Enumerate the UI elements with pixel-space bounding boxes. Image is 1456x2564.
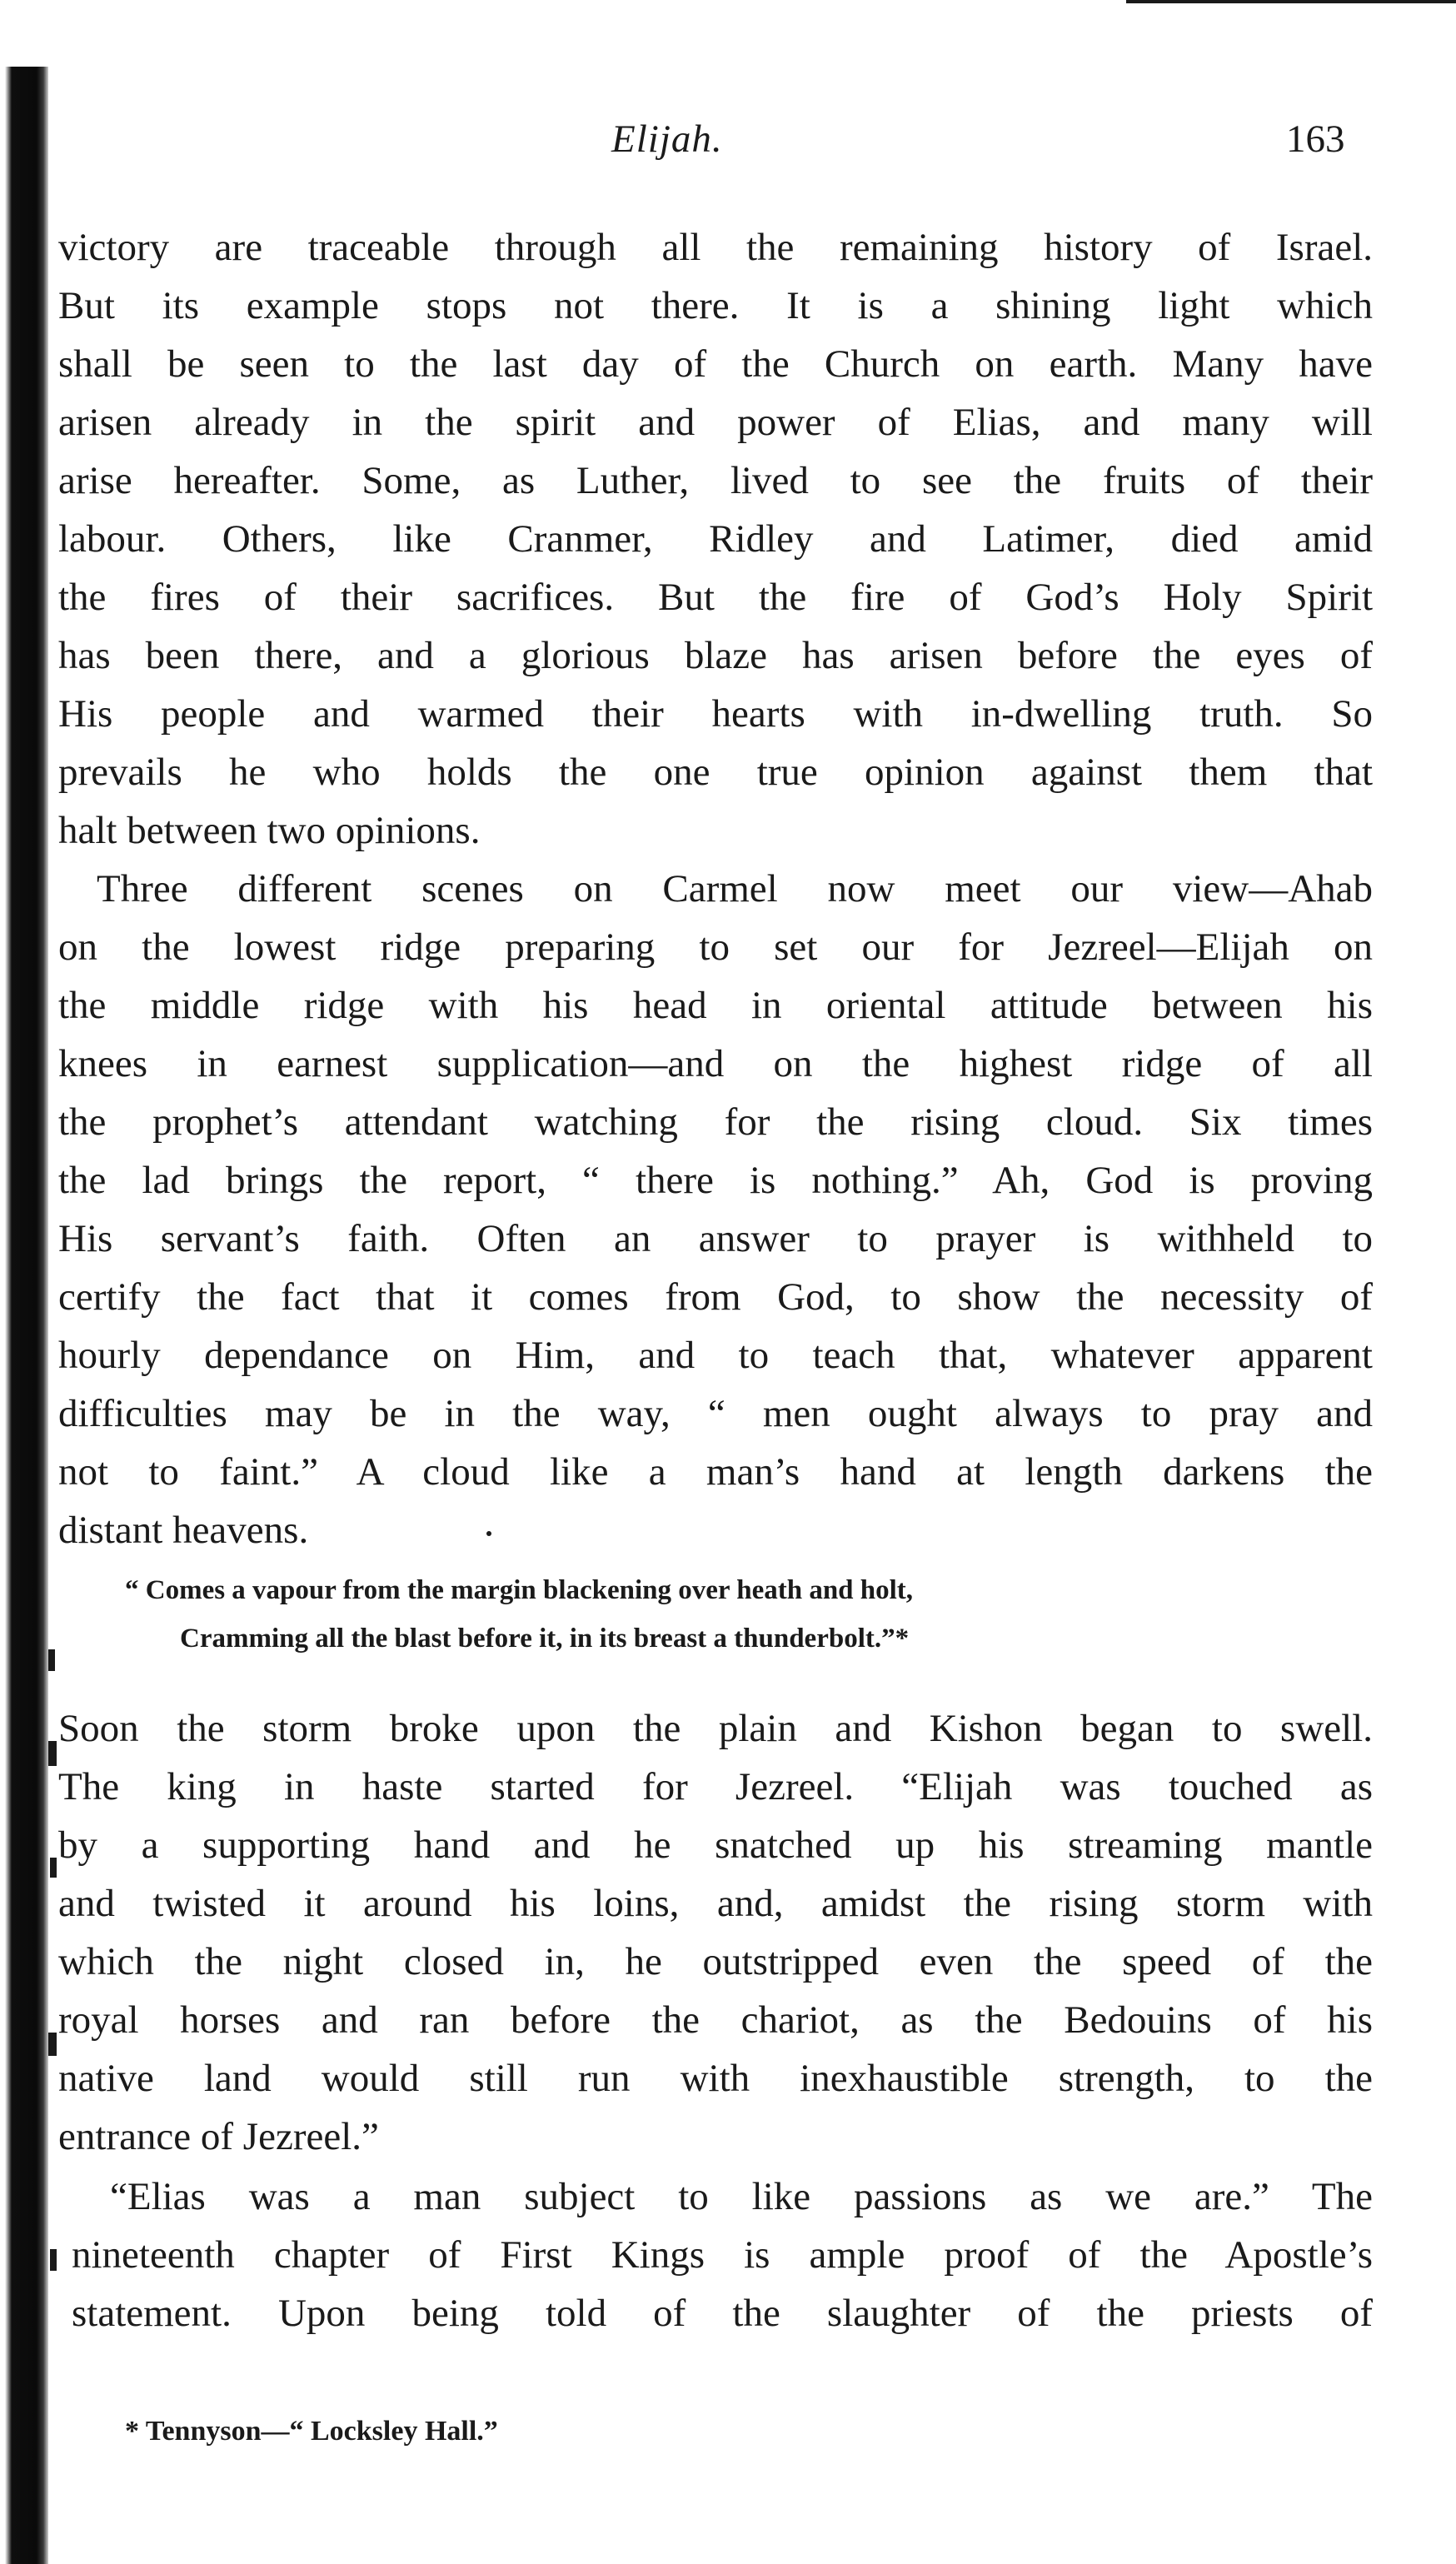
- text-line: certify the fact that it comes from God, to show the necessity of: [58, 1275, 1373, 1319]
- text-line: the middle ridge with his head in oriental attitude between his: [58, 984, 1373, 1027]
- page-number: 163: [1286, 117, 1345, 161]
- running-title: Elijah.: [611, 117, 723, 161]
- gutter-speck: [50, 2249, 57, 2271]
- gutter-speck: [48, 1741, 57, 1766]
- text-line: victory are traceable through all the remaining history of Israel.: [58, 226, 1373, 269]
- text-line: difficulties may be in the way, “ men ought always to pray and: [58, 1392, 1373, 1435]
- paragraph-3: [58, 1699, 1373, 2166]
- footnote: * Tennyson—“ Locksley Hall.”: [125, 2416, 498, 2447]
- text-line: His servant’s faith. Often an answer to prayer is withheld to: [58, 1217, 1373, 1260]
- gutter-speck: [50, 1858, 57, 1878]
- verse-quotation: [125, 1566, 1291, 1663]
- text-line: and twisted it around his loins, and, amidst the rising storm with: [58, 1882, 1373, 1925]
- text-line: labour. Others, like Cranmer, Ridley and Latimer, died amid: [58, 517, 1373, 561]
- text-line: not to faint.” A cloud like a man’s hand at length darkens the: [58, 1450, 1373, 1494]
- text-line: royal horses and ran before the chariot, as the Bedouins of his: [58, 1998, 1373, 2042]
- text-line: has been there, and a glorious blaze has arisen before the eyes of: [58, 634, 1373, 677]
- running-head: [0, 117, 1456, 175]
- text-line: But its example stops not there. It is a shining light which: [58, 284, 1373, 327]
- text-line: His people and warmed their hearts with in-dwelling truth. So: [58, 692, 1373, 736]
- text-line: “Elias was a man subject to like passions as we are.” The: [110, 2175, 1373, 2218]
- text-line: distant heavens.: [58, 1509, 309, 1552]
- text-line: halt between two opinions.: [58, 809, 481, 852]
- text-line: the prophet’s attendant watching for the rising cloud. Six times: [58, 1100, 1373, 1144]
- text-line: the lad brings the report, “ there is nothing.” Ah, God is proving: [58, 1159, 1373, 1202]
- text-line: arise hereafter. Some, as Luther, lived to see the fruits of their: [58, 459, 1373, 502]
- text-line: shall be seen to the last day of the Church on earth. Many have: [58, 342, 1373, 386]
- text-line: prevails he who holds the one true opinion against them that: [58, 751, 1373, 794]
- text-line: The king in haste started for Jezreel. “Elijah was touched as: [58, 1765, 1373, 1808]
- text-line: the fires of their sacrifices. But the fire of God’s Holy Spirit: [58, 576, 1373, 619]
- gutter-speck: [48, 1649, 55, 1671]
- text-line: on the lowest ridge preparing to set our for Jezreel—Elijah on: [58, 925, 1373, 969]
- top-edge-rule: [1126, 0, 1456, 3]
- text-line: which the night closed in, he outstripped even the speed of the: [58, 1940, 1373, 1983]
- paragraph-4: [72, 2167, 1373, 2342]
- text-line: statement. Upon being told of the slaughter of the priests of: [72, 2292, 1373, 2335]
- text-line: by a supporting hand and he snatched up his streaming mantle: [58, 1823, 1373, 1867]
- text-line: Three different scenes on Carmel now meet our view—Ahab: [97, 867, 1373, 910]
- text-line: entrance of Jezreel.”: [58, 2115, 379, 2158]
- paragraph-2: [58, 860, 1373, 1559]
- quote-line: Cramming all the blast before it, in its breast a thunderbolt.”*: [180, 1624, 910, 1654]
- text-line: nineteenth chapter of First Kings is ample proof of the Apostle’s: [72, 2233, 1373, 2277]
- gutter-speck: [48, 2033, 57, 2056]
- stray-ink-dot: [486, 1531, 491, 1536]
- text-line: arisen already in the spirit and power of Elias, and many will: [58, 401, 1373, 444]
- text-line: native land would still run with inexhaustible strength, to the: [58, 2057, 1373, 2100]
- binding-gutter-shadow: [0, 67, 48, 2564]
- text-line: knees in earnest supplication—and on the highest ridge of all: [58, 1042, 1373, 1085]
- quote-line: “ Comes a vapour from the margin blackening over heath and holt,: [125, 1575, 914, 1605]
- text-line: hourly dependance on Him, and to teach that, whatever apparent: [58, 1334, 1373, 1377]
- text-line: Soon the storm broke upon the plain and Kishon began to swell.: [58, 1707, 1373, 1750]
- paragraph-1: [58, 218, 1373, 860]
